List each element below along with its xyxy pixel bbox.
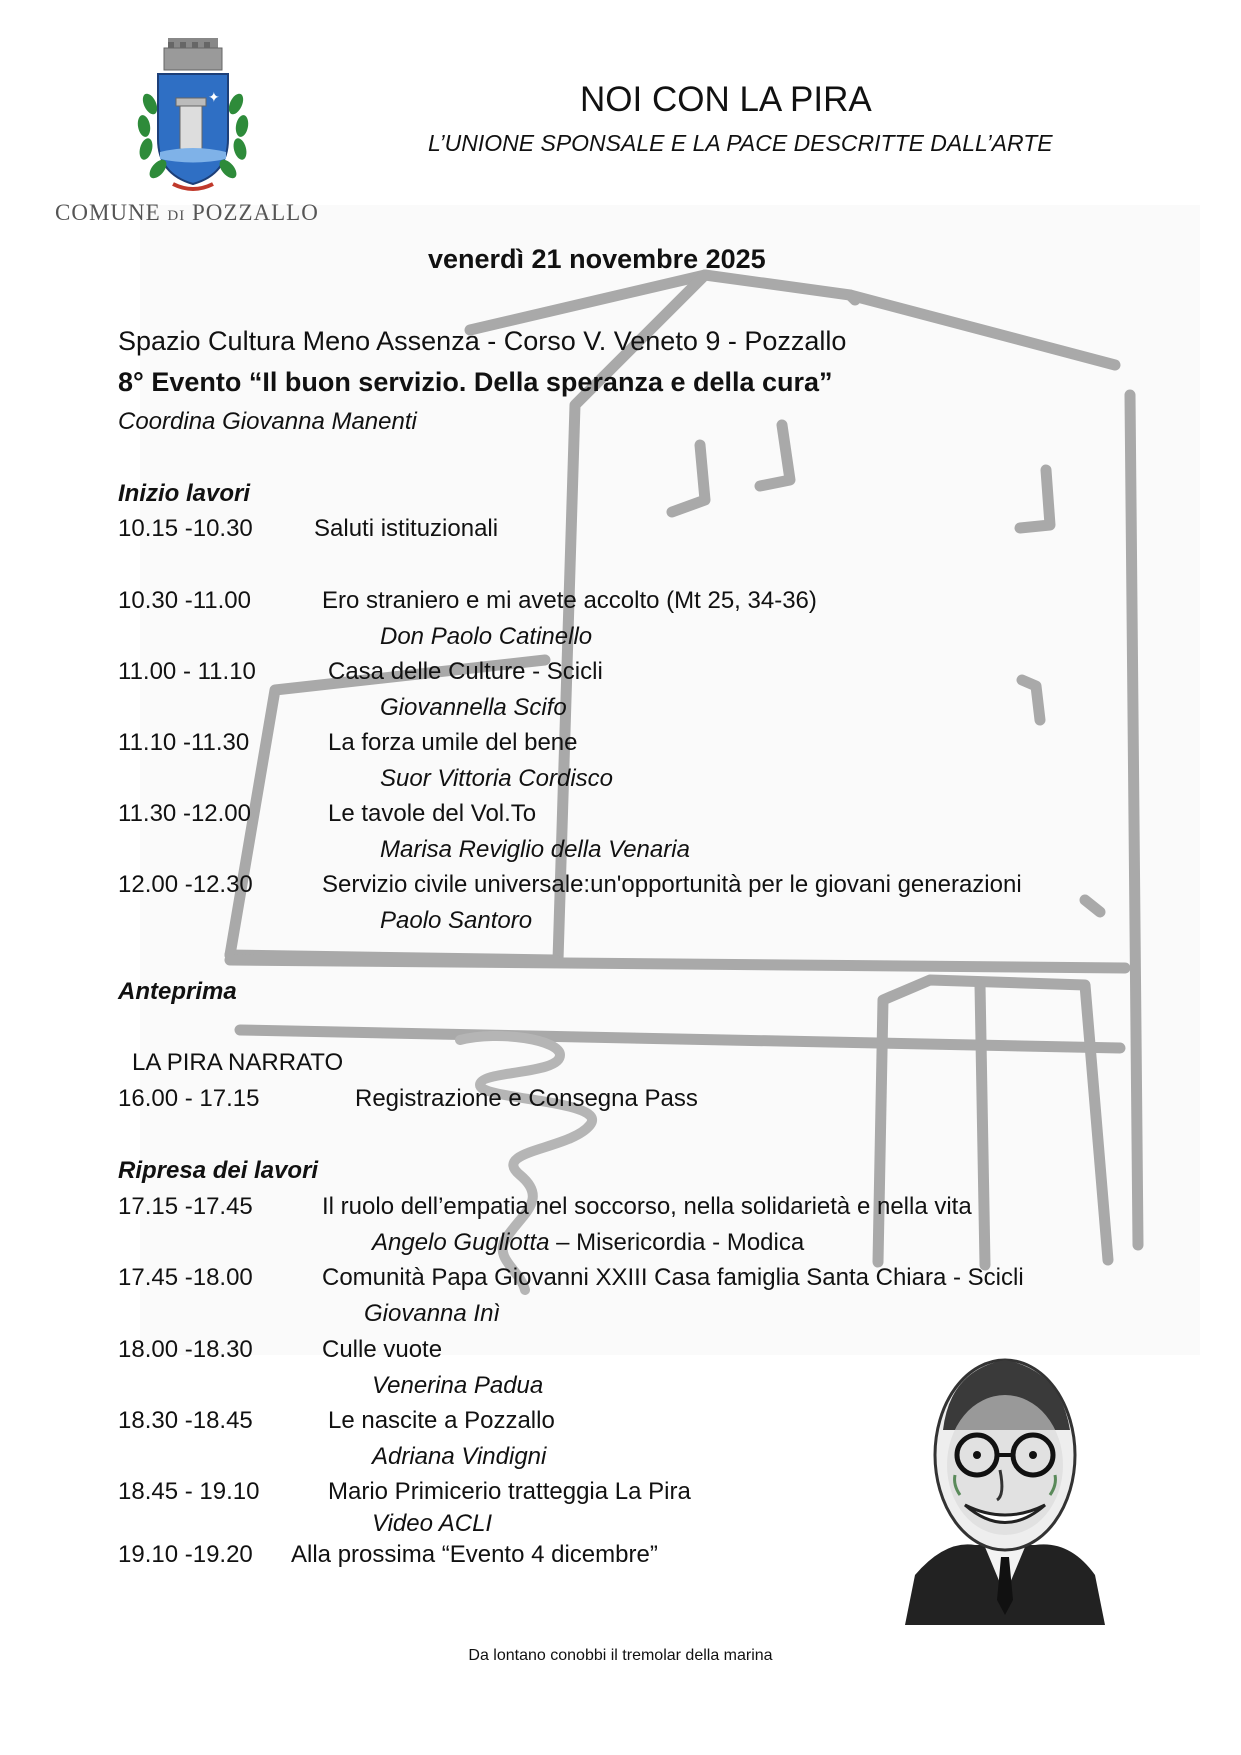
schedule-item <box>118 1541 658 1569</box>
schedule-speaker: Marisa Reviglio della Venaria <box>380 836 690 863</box>
schedule-speaker: Video ACLI <box>372 1510 493 1537</box>
schedule-speaker: Giovannella Scifo <box>380 694 567 721</box>
page-title: NOI CON LA PIRA <box>580 80 872 119</box>
event-date: venerdì 21 novembre 2025 <box>428 244 766 274</box>
schedule-item <box>118 1407 555 1435</box>
schedule-item <box>118 658 603 686</box>
schedule-time: 10.30 -11.00 <box>118 587 251 614</box>
schedule-speaker: Venerina Padua <box>372 1372 544 1399</box>
schedule-title: Comunità Papa Giovanni XXIII Casa famiglia Santa Chiara - Scicli <box>322 1264 1024 1291</box>
schedule-title: Casa delle Culture - Scicli <box>328 658 603 685</box>
schedule-time: 18.00 -18.30 <box>118 1336 253 1363</box>
schedule-item <box>118 1336 442 1364</box>
section-heading-morning: Inizio lavori <box>118 480 251 507</box>
schedule-title: Registrazione e Consegna Pass <box>355 1085 698 1112</box>
schedule-item <box>118 515 498 543</box>
schedule-speaker: Adriana Vindigni <box>372 1443 547 1470</box>
schedule-title: Alla prossima “Evento 4 dicembre” <box>291 1541 658 1568</box>
schedule-speaker: Suor Vittoria Cordisco <box>380 765 613 792</box>
schedule-time: 11.10 -11.30 <box>118 729 250 756</box>
schedule-time: 11.30 -12.00 <box>118 800 251 827</box>
schedule-speaker: Paolo Santoro <box>380 907 533 934</box>
schedule-title: La forza umile del bene <box>328 729 578 756</box>
schedule-time: 17.45 -18.00 <box>118 1264 253 1291</box>
schedule-title: Il ruolo dell’empatia nel soccorso, nella solidarietà e nella vita <box>322 1193 972 1220</box>
schedule-time: 18.45 - 19.10 <box>118 1478 260 1505</box>
schedule-speaker: Angelo Gugliotta – Misericordia - Modica <box>372 1229 805 1256</box>
schedule-title: Le nascite a Pozzallo <box>328 1407 555 1434</box>
schedule-item <box>118 800 536 828</box>
schedule-time: 11.00 - 11.10 <box>118 658 256 685</box>
event-venue: Spazio Cultura Meno Assenza - Corso V. Veneto 9 - Pozzallo <box>118 326 847 356</box>
schedule-item <box>118 729 578 757</box>
schedule-item <box>118 587 817 615</box>
schedule-title: Mario Primicerio tratteggia La Pira <box>328 1478 691 1505</box>
schedule-time: 17.15 -17.45 <box>118 1193 253 1220</box>
event-coordinator: Coordina Giovanna Manenti <box>118 408 417 435</box>
schedule-title: Saluti istituzionali <box>314 515 499 542</box>
la-pira-portrait <box>905 1335 1105 1625</box>
schedule-item <box>118 1478 691 1506</box>
schedule-title: Servizio civile universale:un'opportunità per le giovani generazioni <box>322 871 1022 898</box>
section-heading-afternoon: Ripresa dei lavori <box>118 1157 319 1184</box>
event-name: 8° Evento “Il buon servizio. Della speranza e della cura” <box>118 367 833 397</box>
svg-text:✦: ✦ <box>208 90 220 106</box>
municipality-name: COMUNE DI POZZALLO <box>55 200 319 225</box>
schedule-item <box>118 1264 1024 1292</box>
schedule-time: 16.00 - 17.15 <box>118 1085 260 1112</box>
footer-quote: Da lontano conobbi il tremolar della marina <box>468 1647 773 1664</box>
schedule-title: Culle vuote <box>322 1336 443 1363</box>
schedule-time: 10.15 -10.30 <box>118 515 253 542</box>
schedule-speaker: Don Paolo Catinello <box>380 623 593 650</box>
page-subtitle: L’UNIONE SPONSALE E LA PACE DESCRITTE DALL’ARTE <box>428 130 1053 156</box>
schedule-time: 12.00 -12.30 <box>118 871 253 898</box>
schedule-time: 18.30 -18.45 <box>118 1407 253 1434</box>
schedule-time: 19.10 -19.20 <box>118 1541 253 1568</box>
section-heading-preview: Anteprima <box>118 978 237 1005</box>
schedule-item <box>118 1085 698 1113</box>
schedule-speaker: Giovanna Inì <box>364 1300 501 1327</box>
schedule-item <box>118 871 1022 899</box>
schedule-title: Le tavole del Vol.To <box>328 800 537 827</box>
schedule-item <box>118 1193 972 1221</box>
preview-subheading: LA PIRA NARRATO <box>132 1049 344 1076</box>
schedule-title: Ero straniero e mi avete accolto (Mt 25, 34-36) <box>322 587 817 614</box>
municipal-crest <box>128 34 258 194</box>
